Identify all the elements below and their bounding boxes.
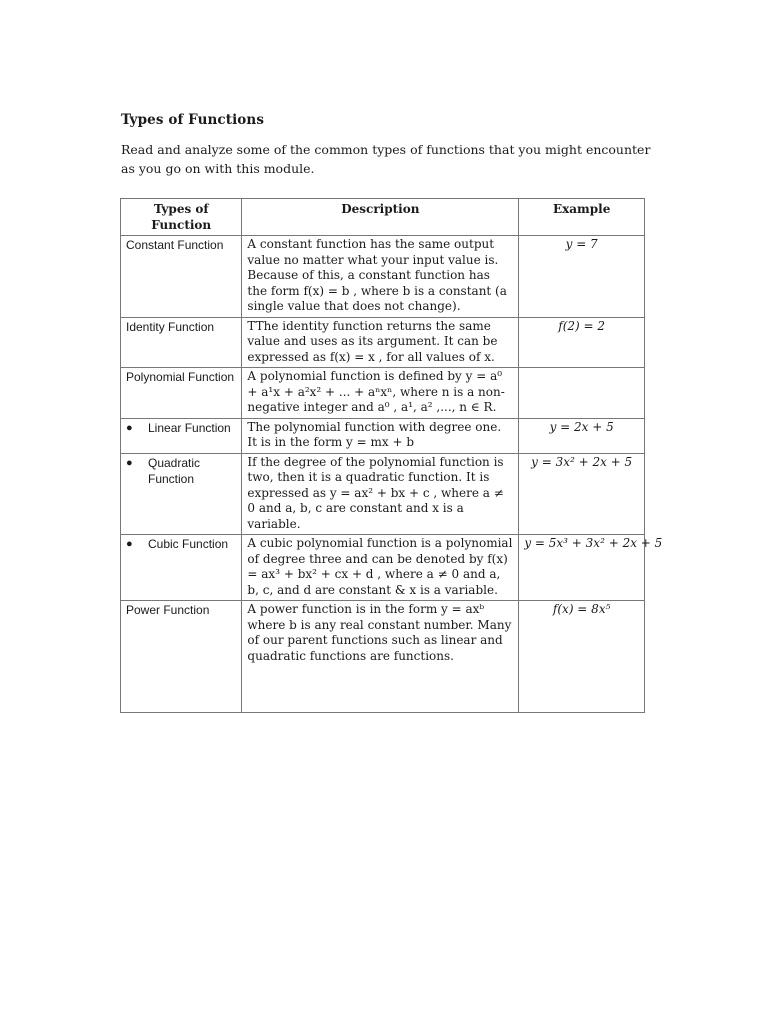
function-example-cell	[519, 453, 645, 535]
function-type-label: Linear Function	[148, 420, 231, 435]
function-type-cell	[121, 453, 242, 535]
function-description: A constant function has the same output value no matter what your input value is. Because of this, a constant function has the form f(x) = b , where b is a constant (a single value that does not change).	[247, 237, 507, 313]
function-description-cell	[242, 317, 519, 368]
table-body	[121, 236, 663, 713]
table-row	[121, 453, 645, 535]
header-type: Types of Function	[121, 199, 242, 236]
table-row	[121, 418, 645, 453]
function-example: y = 5x³ + 3x² + 2x + 5	[524, 536, 663, 550]
bullet-icon: ●	[126, 456, 133, 469]
function-example-cell	[519, 418, 645, 453]
function-description-cell	[242, 368, 519, 419]
bullet-icon: ●	[126, 421, 133, 434]
function-description: The polynomial function with degree one. It is in the form y = mx + b	[247, 419, 502, 449]
function-example: y = 3x² + 2x + 5	[531, 454, 633, 469]
function-type-cell	[121, 601, 242, 713]
function-description-cell	[242, 601, 519, 713]
function-type-label: Power Function	[126, 603, 210, 617]
function-example-cell	[519, 368, 645, 419]
function-example: f(x) = 8x⁵	[552, 602, 611, 616]
table-row	[121, 317, 645, 368]
function-type-label: Polynomial Function	[126, 370, 235, 384]
function-type-label: Constant Function	[126, 238, 224, 252]
function-type-cell	[121, 368, 242, 419]
function-type-label: Cubic Function	[148, 537, 229, 551]
functions-table	[120, 198, 663, 713]
function-type-cell	[121, 236, 242, 318]
page-title: Types of Functions	[121, 112, 265, 128]
function-example: f(2) = 2	[558, 318, 606, 333]
function-type-label: Quadratic Function	[148, 455, 201, 486]
function-description-cell	[242, 535, 519, 601]
table-row	[121, 236, 645, 318]
function-description-cell	[242, 236, 519, 318]
function-example: y = 2x + 5	[549, 419, 614, 434]
function-description: A cubic polynomial function is a polynomial of degree three and can be denoted by f(x) = ax³ + bx² + cx + d , where a ≠ 0 and a, b, c, and d are constant & x is a variable.	[247, 536, 513, 597]
function-description: If the degree of the polynomial function is two, then it is a quadratic function. It is expressed as y = ax² + bx + c , where a ≠ 0 and a, b, c are constant and x is a variable.	[247, 454, 504, 531]
function-description: TThe identity function returns the same value and uses as its argument. It can be expressed as f(x) = x , for all values of x.	[247, 318, 498, 364]
function-example-cell	[519, 236, 645, 318]
header-example: Example	[519, 199, 645, 236]
table-row	[121, 368, 645, 419]
function-example-cell	[519, 535, 663, 601]
function-example: y = 7	[565, 237, 598, 251]
function-description: A polynomial function is defined by y = a⁰ + a¹x + a²x² + ... + aⁿxⁿ, where n is a non-negative integer and a⁰ , a¹, a² ,..., n ∈ R.	[247, 369, 505, 414]
table-row	[121, 535, 645, 601]
bullet-icon: ●	[126, 538, 133, 550]
function-example-cell	[519, 317, 645, 368]
function-type-label: Identity Function	[126, 319, 215, 334]
intro-paragraph: Read and analyze some of the common types of functions that you might encounter as you go on with this module.	[121, 142, 651, 176]
function-description: A power function is in the form y = axᵇ where b is any real constant number. Many of our parent functions such as linear and quadratic functions are functions.	[247, 602, 512, 663]
function-description-cell	[242, 453, 519, 535]
function-example-cell	[519, 601, 645, 713]
table-row	[121, 601, 645, 713]
header-description: Description	[242, 199, 519, 236]
function-type-cell	[121, 535, 242, 601]
function-type-cell	[121, 317, 242, 368]
function-description-cell	[242, 418, 519, 453]
function-type-cell	[121, 418, 242, 453]
table-header-row	[121, 199, 645, 236]
